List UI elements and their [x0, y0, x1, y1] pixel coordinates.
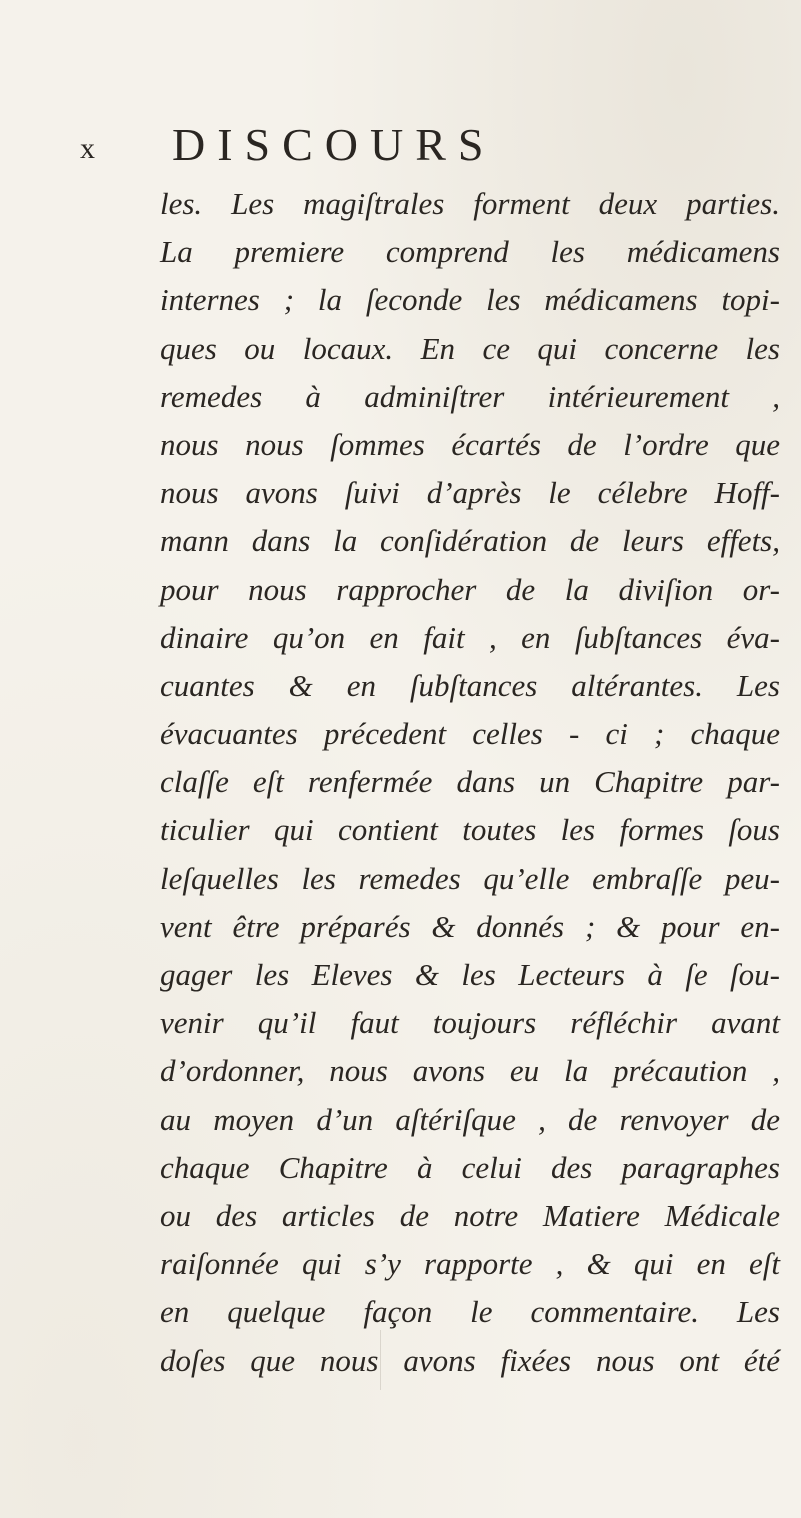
text-line: nous avons ſuivi d’après le célebre Hoff- — [160, 475, 780, 511]
text-line: en quelque façon le commentaire. Les — [160, 1294, 780, 1330]
text-line: remedes à adminiſtrer intérieurement , — [160, 378, 780, 414]
text-line: ticulier qui contient toutes les formes ſous — [160, 812, 780, 848]
text-line: claſſe eſt renfermée dans un Chapitre par- — [160, 764, 780, 800]
text-line: cuantes & en ſubſtances altérantes. Les — [160, 667, 780, 703]
text-line: doſes que nous avons fixées nous ont été — [160, 1342, 780, 1378]
text-line: ou des articles de notre Matiere Médicale — [160, 1197, 780, 1233]
text-line: d’ordonner, nous avons eu la précaution , — [160, 1053, 780, 1089]
body-text — [160, 180, 780, 1385]
text-line: internes ; la ſeconde les médicamens topi- — [160, 282, 780, 318]
running-head: DISCOURS — [172, 119, 496, 170]
text-line: ques ou locaux. En ce qui concerne les — [160, 330, 780, 366]
text-line: raiſonnée qui s’y rapporte , & qui en eſt — [160, 1246, 780, 1282]
folio-number: x — [80, 132, 96, 165]
text-line: nous nous ſommes écartés de l’ordre que — [160, 426, 780, 462]
text-line: évacuantes précedent celles - ci ; chaque — [160, 716, 780, 752]
text-line: au moyen d’un aſtériſque , de renvoyer de — [160, 1101, 780, 1137]
text-line: mann dans la conſidération de leurs effets, — [160, 523, 780, 559]
text-line: venir qu’il faut toujours réfléchir avant — [160, 1005, 780, 1041]
text-line: gager les Eleves & les Lecteurs à ſe ſou- — [160, 957, 780, 992]
text-line: La premiere comprend les médicamens — [160, 234, 780, 270]
page-header — [80, 118, 720, 168]
text-line: vent être préparés & donnés ; & pour en- — [160, 908, 780, 944]
text-line: chaque Chapitre à celui des paragraphes — [160, 1149, 780, 1185]
text-line: dinaire qu’on en fait , en ſubſtances éva- — [160, 619, 780, 655]
text-line: les. Les magiſtrales forment deux parties. — [160, 186, 780, 221]
text-line: pour nous rapprocher de la diviſion or- — [160, 571, 780, 607]
paper-mark — [380, 1330, 381, 1390]
text-line: leſquelles les remedes qu’elle embraſſe peu- — [160, 860, 780, 896]
